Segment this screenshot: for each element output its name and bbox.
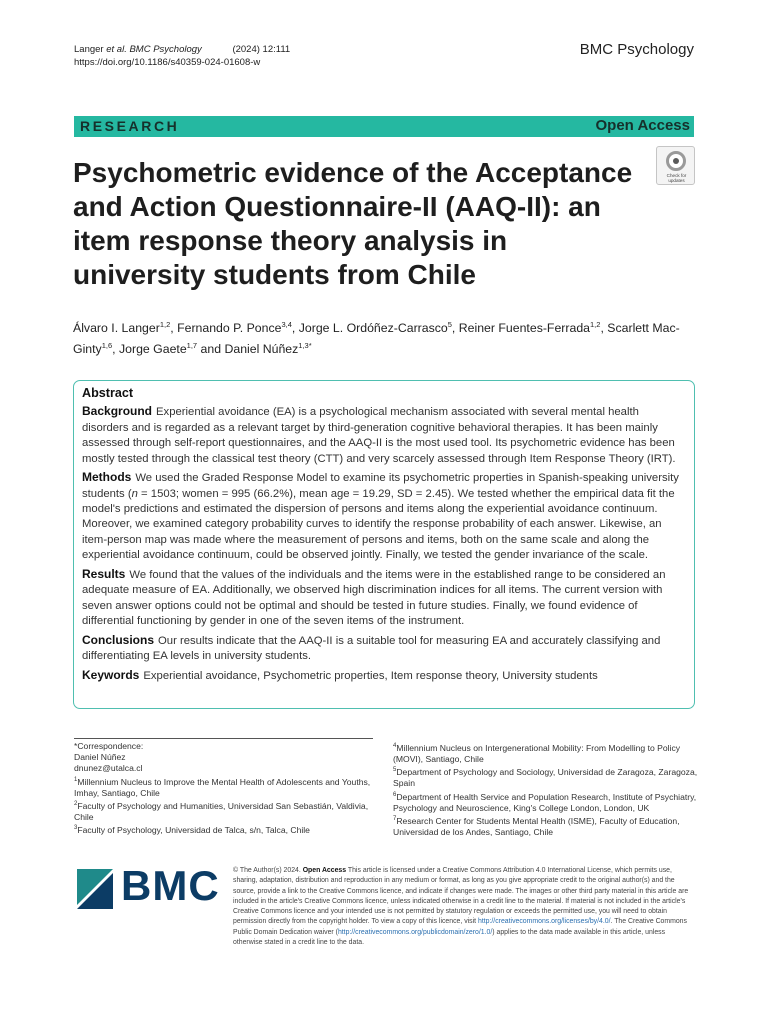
abstract-background: Background Experiential avoidance (EA) is a psychological mechanism associated with several mental health disorders and is regarded as a relevant target by third-generation cognitive behavioral therapies. It has been mainly assessed through self-report questionnaires, and the AAQ-II is the most used tool. Its psychometric evidence has been mostly tested through the classical test theory (CTT) and very scarcely assessed through Item Response Theory (IRT). — [82, 404, 676, 465]
crossmark-icon — [666, 151, 686, 171]
abstract-heading: Abstract — [82, 386, 134, 400]
check-for-updates-button[interactable] — [656, 146, 695, 185]
author-list: Álvaro I. Langer$^{1,2}$, Fernando P. Ponce$^{3,4}$, Jorge L. Ordóñez-Carrasco$^5$, Reiner Fuentes-Ferrada$^{1,2}$, Scarlett Mac-Ginty$^{1,6}$, Jorge Gaete$^{1,7}$ and Daniel Núñez$^{1,3*}$ — [73, 320, 680, 357]
journal-name: BMC Psychology — [579, 41, 694, 58]
abstract-box — [73, 380, 695, 709]
affiliation: $^5$Department of Psychology and Sociology, Universidad de Zaragoza, Zaragoza, Spain — [393, 767, 698, 789]
header-journal: et al. BMC Psychology — [106, 44, 202, 55]
footnote-divider — [74, 738, 373, 739]
section-bar — [74, 116, 694, 137]
author[interactable]: Álvaro I. Langer — [73, 321, 160, 336]
header-author: Langer — [74, 44, 104, 55]
abstract-results: Results We found that the values of the individuals and the items were in the established range to be considered an adequate measure of EA. Additionally, we observed high discrimination indices for all items. The current version with seven answer options could not be optimal and should be tested in future studies. Finally, we found evidence of differential functioning by gender in one of the seven items of the instrument. — [82, 566, 666, 628]
header-year-volume: (2024) 12:111 — [232, 44, 291, 55]
open-access-label: Open Access — [595, 117, 690, 134]
abstract-keywords: Keywords Experiential avoidance, Psychometric properties, Item response theory, University students — [82, 667, 598, 682]
affiliation: $^4$Millennium Nucleus on Intergenerational Mobility: From Modelling to Policy (MOVI), Santiago, Chile — [393, 742, 681, 765]
affiliation: $^2$Faculty of Psychology and Humanities, Universidad San Sebastián, Valdivia, Chile — [74, 800, 369, 822]
abstract-conclusions: Conclusions Our results indicate that the AAQ-II is a suitable tool for measuring EA and accurately classifying and differentiating EA levels in university students. — [82, 632, 661, 663]
affiliation: $^7$Research Center for Students Mental Health (ISME), Faculty of Education, Universidad de los Andes, Santiago, Chile — [393, 815, 680, 837]
article-title: Psychometric evidence of the Acceptance and Action Questionnaire-II (AAQ-II): an item response theory analysis in university students from Chile — [73, 157, 633, 290]
author[interactable]: Reiner Fuentes-Ferrada — [458, 321, 590, 336]
correspondence-name: Daniel Núñez — [74, 752, 126, 763]
footnotes-right — [393, 741, 698, 838]
footnotes-left — [74, 741, 379, 836]
author[interactable]: Jorge L. Ordóñez-Carrasco — [298, 321, 448, 336]
abstract-methods: Methods We used the Graded Response Model to examine its psychometric properties in Spanish-speaking university students (n = 1503; women = 995 (66.2%), mean age = 19.29, SD = 2.45). We tested whether the empirical data fit the model's predictions and estimated the dispersion of persons and items along the experiential avoidance continuum. Moreover, we examined category probability curves to identify the response probability of each answer. Likewise, an item-person map was made where the measurement of persons and items, both on the same scale and along the experiential avoidance continuum, could be observed jointly. Finally, we tested the gender invariance of the scale. — [82, 470, 679, 562]
author[interactable]: Scarlett Mac-Ginty — [73, 321, 680, 357]
doi-link[interactable]: https://doi.org/10.1186/s40359-024-01608-w — [74, 57, 261, 68]
bmc-logo-text: BMC — [121, 862, 220, 909]
author[interactable]: Jorge Gaete — [118, 342, 187, 357]
author[interactable]: Fernando P. Ponce — [177, 321, 282, 336]
check-for-updates-label: Check for updates — [666, 173, 687, 183]
affiliation: $^1$Millennium Nucleus to Improve the Mental Health of Adolescents and Youths, Imhay, Santiago, Chile — [74, 776, 371, 798]
license-link[interactable]: http://creativecommons.org/licenses/by/4.0/ — [477, 918, 611, 926]
affiliation: $^3$Faculty of Psychology, Universidad de Talca, s/n, Talca, Chile — [74, 825, 310, 835]
running-header — [74, 43, 290, 69]
waiver-link[interactable]: http://creativecommons.org/publicdomain/zero/1.0/ — [337, 928, 493, 936]
license-text: © The Author(s) 2024. Open Access This article is licensed under a Creative Commons Attribution 4.0 International License, which permits use, sharing, adaptation, distribution and reproduction in any medium or format, as long as you give appropriate credit to the original author(s) and the source, provide a link to the Creative Commons licence, and indicate if changes were made. The images or other third party material in this article are included in the article's Creative Commons licence, unless indicated otherwise in a credit line to the material. If material is not included in the article's Creative Commons licence and your intended use is not permitted by statutory regulation or exceeds the permitted use, you will need to obtain permission directly from the copyright holder. To view a copy of this licence, visit http://creativecommons.org/licenses/by/4.0/. The Creative Commons Public Domain Dedication waiver (http://creativecommons.org/publicdomain/zero/1.0/) applies to the data made available in this article, unless otherwise stated in a credit line to the data. — [233, 867, 689, 947]
affiliation: $^6$Department of Health Service and Population Research, Institute of Psychiatry, Psychology and Neuroscience, King's College London, London, UK — [393, 791, 697, 813]
citation-line — [74, 43, 290, 56]
correspondence-label: *Correspondence: — [74, 741, 144, 751]
correspondence-email[interactable]: dnunez@utalca.cl — [74, 763, 143, 774]
section-label: RESEARCH — [80, 118, 180, 134]
author[interactable]: Daniel Núñez — [224, 342, 299, 357]
